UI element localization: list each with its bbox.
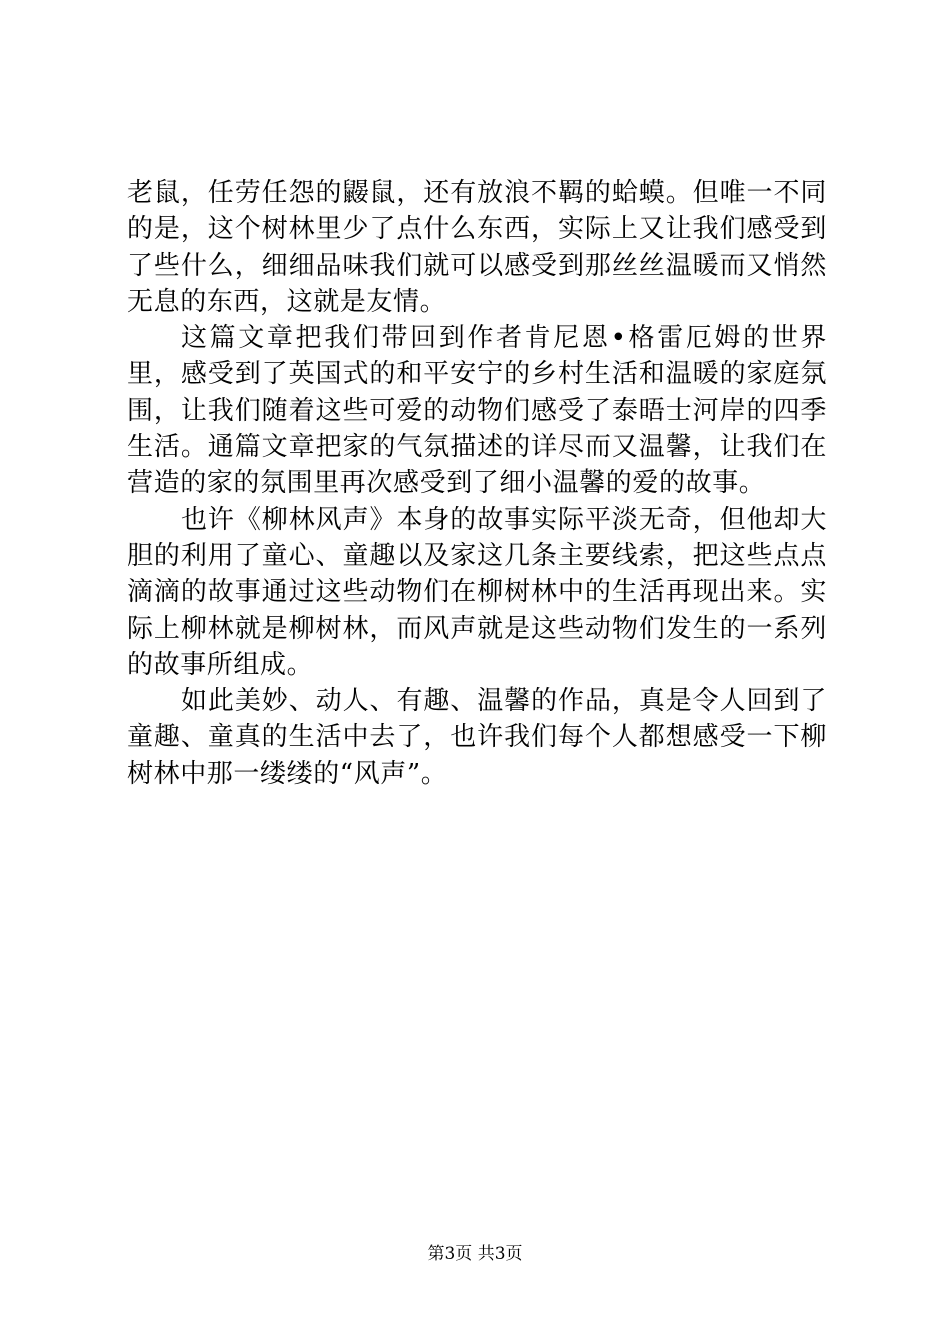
paragraph-3: 也许《柳林风声》本身的故事实际平淡无奇，但他却大胆的利用了童心、童趣以及家这几条主要线索，把这些点点滴滴的故事通过这些动物们在柳树林中的生活再现出来。实际上柳林就是柳树林，而风声就是这些动物们发生的一系列的故事所组成。 — [127, 504, 827, 680]
page-number-footer: 第3页 共3页 — [427, 1244, 523, 1264]
document-body — [127, 175, 827, 792]
paragraph-4: 如此美妙、动人、有趣、温馨的作品，真是令人回到了童趣、童真的生活中去了，也许我们每个人都想感受一下柳树林中那一缕缕的“风声”。 — [127, 686, 827, 789]
paragraph-1: 老鼠，任劳任怨的鼹鼠，还有放浪不羁的蛤蟆。但唯一不同的是，这个树林里少了点什么东西，实际上又让我们感受到了些什么，细细品味我们就可以感受到那丝丝温暖而又悄然无息的东西，这就是友情。 — [127, 178, 827, 317]
paragraph-2: 这篇文章把我们带回到作者肯尼恩•格雷厄姆的世界里，感受到了英国式的和平安宁的乡村生活和温暖的家庭氛围，让我们随着这些可爱的动物们感受了泰晤士河岸的四季生活。通篇文章把家的气氛描述的详尽而又温馨，让我们在营造的家的氛围里再次感受到了细小温馨的爱的故事。 — [127, 323, 827, 499]
